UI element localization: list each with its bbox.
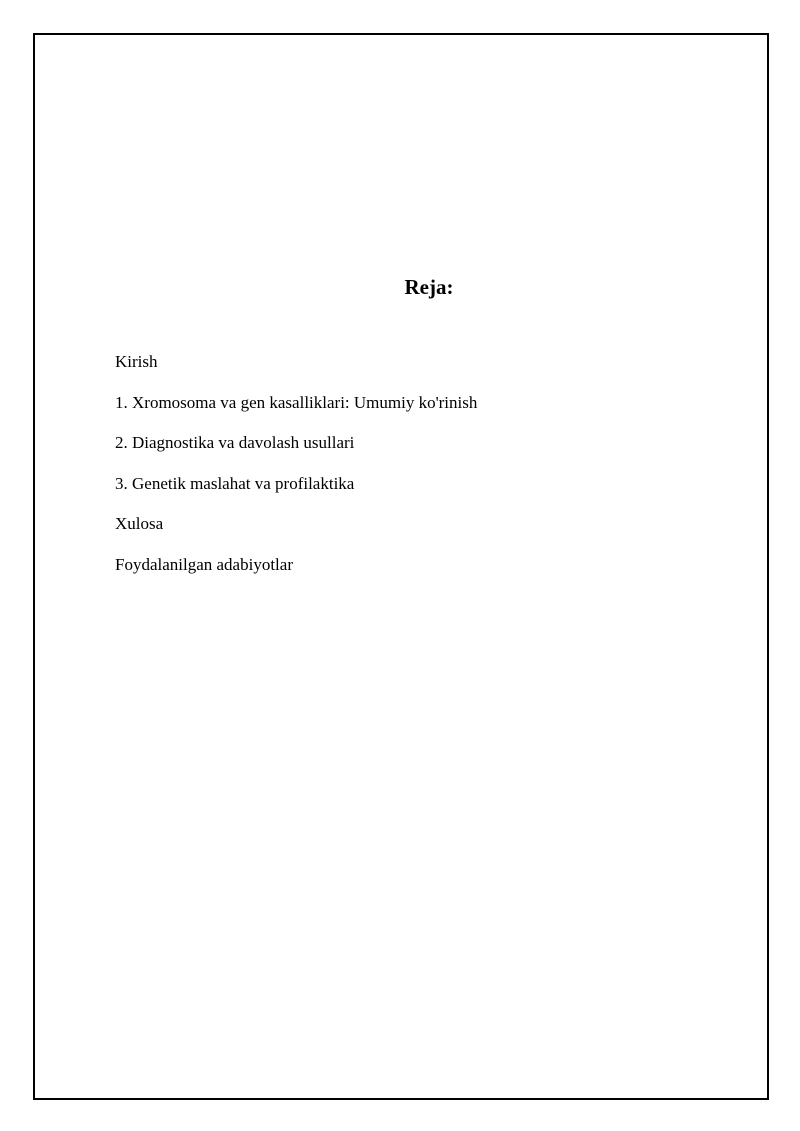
plan-item-chapter-1: 1. Xromosoma va gen kasalliklari: Umumiy ko'rinish — [115, 392, 478, 412]
plan-item-chapter-2: 2. Diagnostika va davolash usullari — [115, 433, 355, 453]
plan-item-references: Foydalanilgan adabiyotlar — [115, 554, 293, 574]
plan-item-conclusion: Xulosa — [115, 514, 164, 534]
plan-item-chapter-3: 3. Genetik maslahat va profilaktika — [115, 473, 355, 493]
plan-list — [115, 350, 477, 594]
plan-item-introduction: Kirish — [115, 352, 158, 371]
page-title: Reja: — [404, 275, 454, 299]
